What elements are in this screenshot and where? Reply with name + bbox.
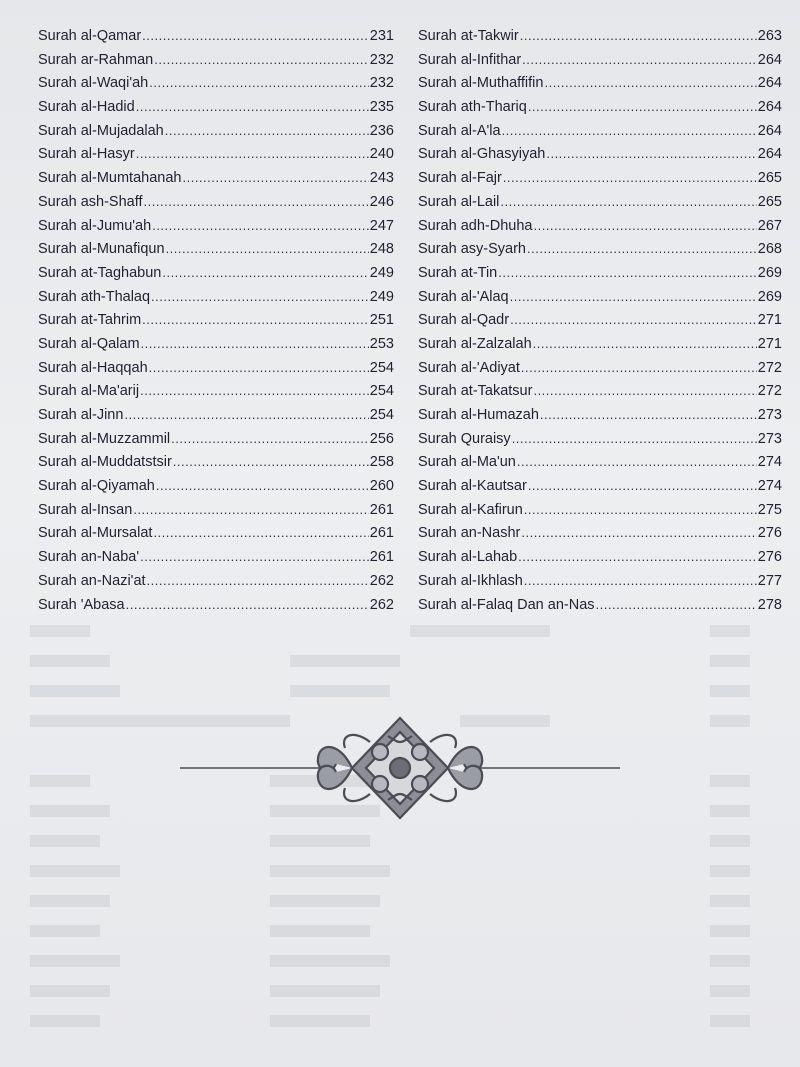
dot-leader xyxy=(521,521,756,545)
toc-entry xyxy=(38,95,394,119)
toc-entry xyxy=(38,48,394,72)
toc-entry-page: 269 xyxy=(757,288,782,305)
dot-leader xyxy=(147,569,369,593)
dot-leader xyxy=(510,308,757,332)
toc-entry-page: 263 xyxy=(757,28,782,44)
toc-entry xyxy=(418,24,782,48)
dot-leader xyxy=(144,190,369,214)
toc-entry-title: Surah al-Infithar xyxy=(418,51,522,68)
dot-leader xyxy=(136,142,369,166)
toc-entry xyxy=(418,545,782,569)
toc-entry xyxy=(38,356,394,380)
toc-entry-page: 268 xyxy=(757,241,782,258)
dot-leader xyxy=(503,166,757,190)
toc-entry xyxy=(418,237,782,261)
toc-entry-title: Surah at-Takatsur xyxy=(418,383,533,400)
dot-leader xyxy=(182,166,368,190)
dot-leader xyxy=(596,593,757,617)
toc-entry-title: Surah al-Kafirun xyxy=(418,501,523,518)
dot-leader xyxy=(533,214,756,238)
toc-entry xyxy=(38,474,394,498)
toc-entry xyxy=(418,71,782,95)
toc-entry-title: Surah al-Munafiqun xyxy=(38,241,165,258)
toc-entry-title: Surah al-Ma'arij xyxy=(38,383,140,400)
toc-entry xyxy=(418,427,782,451)
toc-entry-page: 261 xyxy=(369,525,394,542)
toc-entry xyxy=(418,142,782,166)
toc-entry-page: 243 xyxy=(369,170,394,187)
toc-entry-page: 264 xyxy=(757,122,782,139)
dot-leader xyxy=(540,403,757,427)
toc-column-right xyxy=(418,24,782,616)
toc-entry-title: Surah an-Nazi'at xyxy=(38,572,146,589)
toc-entry-page: 261 xyxy=(369,501,394,518)
toc-entry xyxy=(38,593,394,617)
toc-entry-title: Surah al-Humazah xyxy=(418,407,539,423)
toc-entry xyxy=(38,450,394,474)
toc-entry-title: Surah an-Nashr xyxy=(418,525,521,542)
dot-leader xyxy=(544,71,756,95)
toc-entry-title: Surah al-A'la xyxy=(418,122,501,139)
toc-entry-title: Surah al-Lail xyxy=(418,193,500,210)
toc-entry-page: 273 xyxy=(757,407,782,423)
toc-entry xyxy=(38,332,394,356)
dot-leader xyxy=(500,190,756,214)
dot-leader xyxy=(512,427,757,451)
toc-entry-page: 274 xyxy=(757,454,782,471)
toc-entry-title: Surah 'Abasa xyxy=(38,596,125,613)
toc-entry xyxy=(38,237,394,261)
toc-entry xyxy=(418,450,782,474)
toc-entry xyxy=(418,332,782,356)
toc-entry-title: Surah ash-Shaff xyxy=(38,193,143,210)
toc-entry xyxy=(38,24,394,48)
toc-entry-page: 274 xyxy=(757,478,782,495)
dot-leader xyxy=(517,450,757,474)
toc-entry-title: Surah al-Qalam xyxy=(38,335,140,352)
toc-entry-title: Surah al-'Alaq xyxy=(418,288,509,305)
toc-entry-title: Surah al-Kautsar xyxy=(418,478,527,495)
toc-entry-page: 256 xyxy=(369,430,394,447)
toc-entry xyxy=(418,521,782,545)
toc-entry-title: Surah al-Qadr xyxy=(418,312,510,329)
toc-entry-title: Surah at-Taghabun xyxy=(38,264,162,281)
toc-entry-title: Surah al-Falaq Dan an-Nas xyxy=(418,596,595,613)
dot-leader xyxy=(153,521,368,545)
toc-entry xyxy=(418,214,782,238)
toc-entry-title: Surah adh-Dhuha xyxy=(418,217,533,234)
toc-entry-page: 254 xyxy=(369,407,394,423)
toc-entry-page: 240 xyxy=(369,146,394,163)
dot-leader xyxy=(149,356,369,380)
toc-entry-page: 235 xyxy=(369,99,394,116)
show-through-texture xyxy=(30,615,770,1055)
toc-entry-page: 260 xyxy=(369,478,394,495)
dot-leader xyxy=(522,48,757,72)
toc-entry xyxy=(418,119,782,143)
toc-entry-title: Surah al-Lahab xyxy=(418,549,518,566)
toc-entry-page: 253 xyxy=(369,335,394,352)
toc-entry-page: 254 xyxy=(369,359,394,376)
dot-leader xyxy=(524,569,757,593)
toc-entry xyxy=(418,569,782,593)
toc-entry xyxy=(418,285,782,309)
toc-entry-page: 265 xyxy=(757,170,782,187)
toc-entry xyxy=(418,474,782,498)
toc-entry xyxy=(418,403,782,427)
toc-entry-page: 272 xyxy=(757,383,782,400)
toc-entry-page: 271 xyxy=(757,335,782,352)
dot-leader xyxy=(502,119,757,143)
toc-entry-title: Surah al-Qamar xyxy=(38,28,142,44)
toc-entry-title: Surah ath-Thalaq xyxy=(38,288,151,305)
toc-entry-title: Surah at-Takwir xyxy=(418,28,519,44)
toc-entry-title: Surah al-Muddatstsir xyxy=(38,454,172,471)
toc-entry xyxy=(38,498,394,522)
dot-leader xyxy=(510,285,757,309)
toc-entry xyxy=(418,379,782,403)
toc-entry-page: 232 xyxy=(369,75,394,92)
toc-entry xyxy=(418,261,782,285)
dot-leader xyxy=(546,142,756,166)
toc-entry xyxy=(38,285,394,309)
toc-entry xyxy=(38,403,394,427)
dot-leader xyxy=(524,498,757,522)
toc-entry-title: Surah at-Tin xyxy=(418,264,498,281)
toc-entry-page: 264 xyxy=(757,146,782,163)
toc-entry-title: Surah al-Zalzalah xyxy=(418,335,532,352)
dot-leader xyxy=(141,332,369,356)
dot-leader xyxy=(142,308,369,332)
toc-entry xyxy=(38,521,394,545)
toc-entry-page: 232 xyxy=(369,51,394,68)
toc-entry-title: Surah al-Ghasyiyah xyxy=(418,146,546,163)
toc-entry-page: 248 xyxy=(369,241,394,258)
toc-column-left xyxy=(38,24,394,616)
toc-entry-page: 272 xyxy=(757,359,782,376)
toc-entry xyxy=(418,190,782,214)
toc-entry-title: Surah ar-Rahman xyxy=(38,51,154,68)
toc-entry-title: Surah al-Waqi'ah xyxy=(38,75,149,92)
toc-entry-page: 236 xyxy=(369,122,394,139)
dot-leader xyxy=(533,332,757,356)
toc-entry-page: 265 xyxy=(757,193,782,210)
toc-entry-title: Surah al-'Adiyat xyxy=(418,359,520,376)
dot-leader xyxy=(154,48,369,72)
toc-entry-title: Surah al-Mujadalah xyxy=(38,122,164,139)
toc-entry-page: 246 xyxy=(369,193,394,210)
toc-entry xyxy=(38,166,394,190)
toc-entry xyxy=(38,427,394,451)
dot-leader xyxy=(124,403,368,427)
dot-leader xyxy=(156,474,369,498)
toc-entry xyxy=(38,142,394,166)
toc-entry-title: Surah al-Muzzammil xyxy=(38,430,171,447)
toc-entry xyxy=(38,569,394,593)
toc-entry-page: 264 xyxy=(757,99,782,116)
dot-leader xyxy=(136,95,369,119)
toc-entry-title: Surah al-Hasyr xyxy=(38,146,135,163)
toc-entry-page: 264 xyxy=(757,51,782,68)
toc-entry xyxy=(418,166,782,190)
toc-entry-page: 249 xyxy=(369,264,394,281)
dot-leader xyxy=(149,71,369,95)
dot-leader xyxy=(527,237,757,261)
toc-entry-page: 278 xyxy=(757,596,782,613)
dot-leader xyxy=(518,545,757,569)
dot-leader xyxy=(528,95,757,119)
toc-entry-title: Surah al-Hadid xyxy=(38,99,135,116)
toc-entry-page: 277 xyxy=(757,572,782,589)
dot-leader xyxy=(498,261,757,285)
dot-leader xyxy=(152,214,369,238)
toc-entry xyxy=(418,356,782,380)
toc-entry-page: 262 xyxy=(369,572,394,589)
toc-entry-title: Surah al-Mumtahanah xyxy=(38,170,182,187)
toc-entry-page: 251 xyxy=(369,312,394,329)
toc-entry xyxy=(418,308,782,332)
toc-entry xyxy=(38,379,394,403)
dot-leader xyxy=(520,24,757,48)
toc-entry-title: Surah at-Tahrim xyxy=(38,312,142,329)
toc-entry xyxy=(38,190,394,214)
dot-leader xyxy=(166,237,369,261)
toc-entry-page: 275 xyxy=(757,501,782,518)
toc-entry xyxy=(38,545,394,569)
toc-entry xyxy=(38,308,394,332)
dot-leader xyxy=(140,545,369,569)
toc-entry-page: 247 xyxy=(369,217,394,234)
toc-entry xyxy=(38,261,394,285)
toc-entry-title: Surah an-Naba' xyxy=(38,549,140,566)
dot-leader xyxy=(528,474,757,498)
toc-entry-page: 276 xyxy=(757,549,782,566)
dot-leader xyxy=(173,450,369,474)
toc-entry-page: 264 xyxy=(757,75,782,92)
toc-entry-page: 261 xyxy=(369,549,394,566)
toc-entry-title: Surah al-Jumu'ah xyxy=(38,217,152,234)
toc-entry-page: 258 xyxy=(369,454,394,471)
toc-entry-page: 271 xyxy=(757,312,782,329)
toc-entry-title: Surah al-Ikhlash xyxy=(418,572,523,589)
toc-entry-page: 276 xyxy=(757,525,782,542)
toc-entry-title: Surah al-Muthaffifin xyxy=(418,75,544,92)
toc-entry xyxy=(418,95,782,119)
toc-entry-title: Surah al-Ma'un xyxy=(418,454,516,471)
arabesque-divider-icon xyxy=(180,712,620,824)
toc-entry-title: Surah al-Jinn xyxy=(38,407,124,423)
dot-leader xyxy=(126,593,369,617)
toc-entry xyxy=(38,119,394,143)
toc-entry-page: 267 xyxy=(757,217,782,234)
dot-leader xyxy=(142,24,369,48)
toc-entry-title: Surah al-Mursalat xyxy=(38,525,153,542)
toc-entry-title: Surah al-Fajr xyxy=(418,170,502,187)
toc-entry-title: Surah asy-Syarh xyxy=(418,241,526,258)
toc-entry-page: 273 xyxy=(757,430,782,447)
dot-leader xyxy=(533,379,756,403)
dot-leader xyxy=(140,379,369,403)
toc-entry xyxy=(418,48,782,72)
toc-entry xyxy=(38,71,394,95)
dot-leader xyxy=(171,427,369,451)
dot-leader xyxy=(162,261,368,285)
toc-entry-page: 231 xyxy=(369,28,394,44)
toc-entry-title: Surah Quraisy xyxy=(418,430,511,447)
toc-entry xyxy=(418,593,782,617)
toc-entry xyxy=(38,214,394,238)
toc-entry-title: Surah al-Qiyamah xyxy=(38,478,155,495)
dot-leader xyxy=(521,356,757,380)
toc-entry-title: Surah al-Haqqah xyxy=(38,359,148,376)
toc-entry-page: 254 xyxy=(369,383,394,400)
dot-leader xyxy=(133,498,368,522)
dot-leader xyxy=(151,285,369,309)
toc-entry-title: Surah al-Insan xyxy=(38,501,133,518)
toc-entry-title: Surah ath-Thariq xyxy=(418,99,527,116)
toc-entry-page: 249 xyxy=(369,288,394,305)
dot-leader xyxy=(165,119,369,143)
toc-entry-page: 262 xyxy=(369,596,394,613)
toc-entry-page: 269 xyxy=(757,264,782,281)
toc-entry xyxy=(418,498,782,522)
